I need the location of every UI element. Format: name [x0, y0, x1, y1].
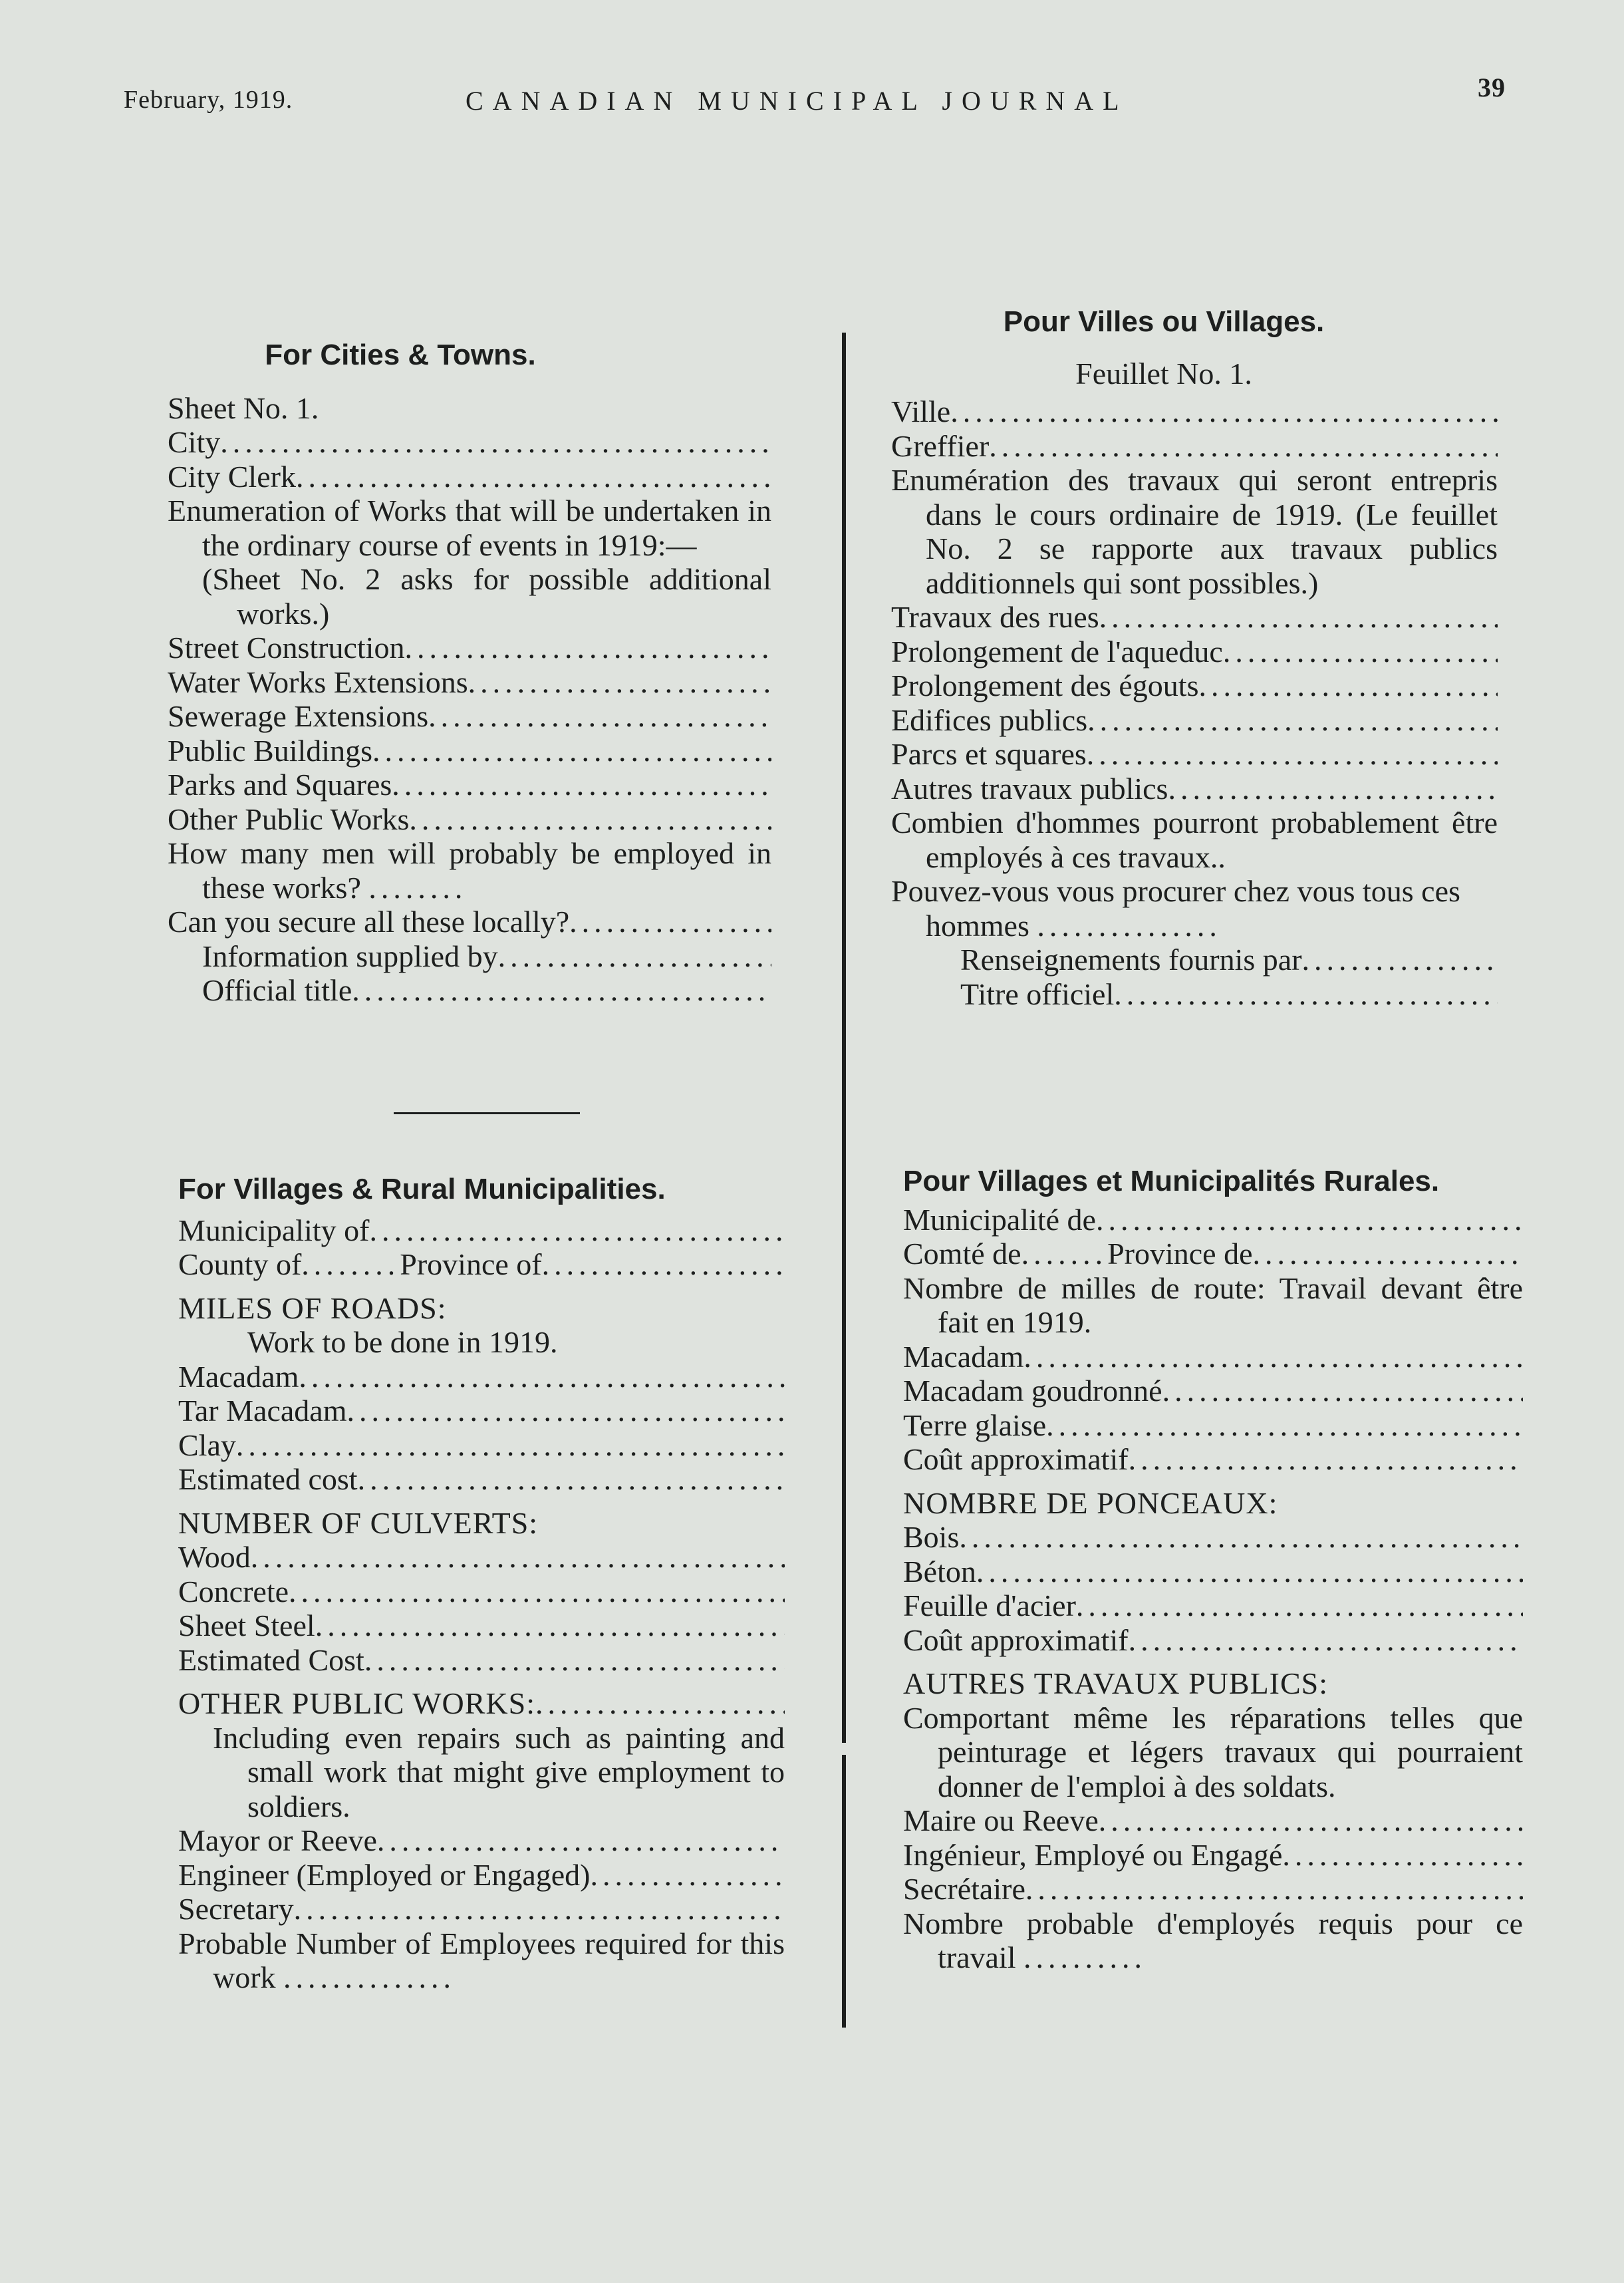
leader-dots: [236, 1428, 785, 1463]
cities-heading: For Cities & Towns.: [265, 339, 536, 371]
leader-dots: [976, 1555, 1523, 1589]
macadam-goudronne-label: Macadam goudronné: [903, 1374, 1162, 1408]
leader-dots: [358, 1462, 785, 1497]
culvert-cost-label: Estimated Cost: [178, 1642, 364, 1677]
leader-dots: [296, 460, 771, 494]
city-clerk-label: City Clerk: [168, 459, 296, 494]
comte-label: Comté de: [903, 1237, 1021, 1271]
other-works-heading: OTHER PUBLIC WORKS:: [178, 1686, 535, 1720]
titre-officiel-label: Titre officiel: [960, 977, 1115, 1011]
leader-dots: [1099, 600, 1498, 635]
miles-heading: MILES OF ROADS:: [178, 1291, 447, 1325]
official-title-field: [168, 973, 771, 1008]
tar-macadam-label: Tar Macadam: [178, 1394, 347, 1428]
leader-dots: [1199, 669, 1498, 703]
leader-dots: ...............: [1037, 908, 1222, 943]
men-question: [168, 836, 771, 905]
autres-travaux-note: Comportant même les réparations telles que peinturage et légers travaux qui pourraient donner de l'emploi à des soldats.: [903, 1700, 1523, 1803]
municipality-field: [178, 1213, 785, 1248]
header-journal-title: CANADIAN MUNICIPAL JOURNAL: [466, 86, 1129, 116]
villes-heading: Pour Villes ou Villages.: [1003, 305, 1325, 338]
maire-field: [903, 1803, 1523, 1838]
leader-dots: [377, 1823, 785, 1858]
ponceaux-heading: NOMBRE DE PONCEAUX:: [903, 1485, 1278, 1520]
ponceau-item: [903, 1520, 1523, 1555]
route-item: [903, 1442, 1523, 1477]
sheet-steel-label: Sheet Steel: [178, 1608, 315, 1642]
men-question-text: How many men will probably be employed in these works?: [168, 836, 771, 905]
ponceau-item: [903, 1589, 1523, 1623]
other-works-heading-row: [178, 1686, 785, 1721]
leader-dots: [1025, 1872, 1523, 1906]
ponceau-item: [903, 1623, 1523, 1658]
city-field: [168, 425, 771, 460]
leader-dots: [1099, 1803, 1523, 1838]
leader-dots: ........: [301, 1247, 400, 1281]
leader-dots: [392, 768, 771, 802]
city-clerk-field: [168, 460, 771, 494]
bois-label: Bois: [903, 1520, 960, 1554]
travaux-item: [891, 669, 1498, 703]
municipalite-label: Municipalité de: [903, 1202, 1096, 1237]
leader-dots: [251, 1540, 785, 1575]
leader-dots: ........: [368, 870, 468, 905]
leader-dots: ..: [1210, 839, 1226, 874]
ingenieur-field: [903, 1838, 1523, 1873]
parcs-label: Parcs et squares: [891, 737, 1087, 771]
leader-dots: [1168, 772, 1498, 806]
header-page-number: 39: [1478, 73, 1506, 102]
leader-dots: [1087, 703, 1498, 738]
villes-form: [891, 305, 1498, 1011]
leader-dots: [1096, 1203, 1523, 1237]
leader-dots: [294, 1892, 785, 1926]
leader-dots: [220, 425, 771, 460]
culverts-heading: NUMBER OF CULVERTS:: [178, 1505, 539, 1540]
travaux-item: [891, 600, 1498, 635]
leader-dots: .......: [1021, 1237, 1108, 1271]
cout-route-label: Coût approximatif: [903, 1442, 1129, 1476]
province-fr-label: Province de: [1107, 1237, 1253, 1271]
leader-dots: [289, 1575, 785, 1609]
official-title-label: Official title: [202, 973, 352, 1007]
travaux-item: [891, 635, 1498, 669]
rurales-form: [903, 1164, 1523, 1975]
egouts-label: Prolongement des égouts: [891, 669, 1199, 702]
leader-dots: [498, 939, 771, 974]
work-done-note: Work to be done in 1919.: [247, 1325, 558, 1359]
culvert-item: [178, 1608, 785, 1643]
clay-label: Clay: [178, 1428, 236, 1462]
road-item: [178, 1360, 785, 1394]
locally-label: Can you secure all these locally?: [168, 905, 570, 939]
leader-dots: [352, 973, 771, 1008]
aqueduc-label: Prolongement de l'aqueduc: [891, 634, 1223, 669]
secretary-label: Secretary: [178, 1892, 294, 1926]
leader-dots: [372, 734, 771, 768]
leader-dots: [1087, 737, 1498, 772]
sheet-line: [168, 391, 771, 426]
ville-field: [891, 394, 1498, 429]
county-label: County of: [178, 1247, 302, 1281]
column-divider-lower: [842, 1755, 846, 2028]
greffier-label: Greffier: [891, 428, 990, 463]
works-item: [168, 665, 771, 700]
mayor-field: [178, 1823, 785, 1858]
leader-dots: [1114, 977, 1498, 1012]
parks-label: Parks and Squares: [168, 768, 392, 802]
road-item: [178, 1394, 785, 1428]
other-works-label: Other Public Works: [168, 802, 410, 836]
leader-dots: [468, 665, 771, 700]
employees-label: Probable Number of Employees required for this work: [178, 1926, 785, 1994]
greffier-field: [891, 429, 1498, 464]
leader-dots: [1282, 1838, 1523, 1873]
beton-label: Béton: [903, 1554, 976, 1589]
works-item: [168, 768, 771, 802]
sewerage-label: Sewerage Extensions: [168, 699, 429, 733]
cities-form: [168, 338, 771, 1008]
travaux-item: [891, 737, 1498, 772]
secretaire-label: Secrétaire: [903, 1872, 1025, 1906]
enumeration-fr: Enumération des travaux qui seront entrepris dans le cours ordinaire de 1919. (Le feuillet No. 2 se rapporte aux travaux publics additionnels qui sont possibles.): [891, 463, 1498, 600]
leader-dots: [1302, 943, 1498, 977]
maire-label: Maire ou Reeve: [903, 1803, 1099, 1837]
locally-field: [168, 905, 771, 939]
city-label: City: [168, 425, 221, 459]
terre-glaise-label: Terre glaise: [903, 1408, 1047, 1442]
sheet2-note: (Sheet No. 2 asks for possible additional works.): [202, 562, 771, 631]
enumeration-text: Enumeration of Works that will be undertaken in the ordinary course of events in 1919:—: [168, 494, 771, 562]
cout-ponceau-label: Coût approximatif: [903, 1622, 1129, 1657]
employees-field: [178, 1926, 785, 1995]
leader-dots: [535, 1686, 785, 1721]
header-date: February, 1919.: [124, 86, 293, 114]
culvert-item: [178, 1575, 785, 1609]
autres-travaux-heading: AUTRES TRAVAUX PUBLICS:: [903, 1666, 1329, 1700]
employes-field: [903, 1906, 1523, 1975]
leader-dots: ..............: [283, 1960, 456, 1994]
engineer-label: Engineer (Employed or Engaged): [178, 1857, 591, 1892]
info-by-field: [168, 939, 771, 974]
leader-dots: [1076, 1589, 1523, 1623]
leader-dots: [1162, 1374, 1523, 1408]
road-item: [178, 1462, 785, 1497]
section-divider: [394, 1112, 580, 1114]
works-item: [168, 734, 771, 768]
leader-dots: [409, 802, 771, 837]
mayor-label: Mayor or Reeve: [178, 1823, 377, 1857]
street-construction-label: Street Construction: [168, 631, 405, 665]
works-item: [168, 802, 771, 837]
road-item: [178, 1428, 785, 1463]
sheet-label: Sheet No. 1.: [168, 390, 319, 425]
leader-dots: [369, 1213, 785, 1248]
secretary-field: [178, 1892, 785, 1926]
leader-dots: [364, 1643, 785, 1678]
leader-dots: [1129, 1442, 1523, 1477]
route-item: [903, 1374, 1523, 1408]
milles-text: Nombre de milles de route: Travail devant être fait en 1919.: [903, 1271, 1523, 1339]
leader-dots: [569, 905, 771, 939]
ponceau-item: [903, 1555, 1523, 1589]
route-item: [903, 1408, 1523, 1443]
works-item: [168, 699, 771, 734]
works-item: [168, 631, 771, 665]
leader-dots: [1223, 635, 1498, 669]
water-works-label: Water Works Extensions: [168, 665, 468, 699]
other-works-note: Including even repairs such as painting and small work that might give employment to soldiers.: [213, 1720, 785, 1823]
culvert-item: [178, 1540, 785, 1575]
comte-province-field: [903, 1237, 1523, 1271]
leader-dots: [1129, 1623, 1523, 1658]
men-question-fr: [891, 806, 1498, 874]
locally-fr: [891, 874, 1498, 943]
wood-label: Wood: [178, 1540, 251, 1574]
rurales-heading: Pour Villages et Municipalités Rurales.: [903, 1165, 1440, 1197]
municipality-label: Municipality of: [178, 1213, 370, 1247]
leader-dots: [346, 1394, 785, 1428]
leader-dots: [959, 1520, 1523, 1555]
ingenieur-label: Ingénieur, Employé ou Engagé: [903, 1837, 1283, 1872]
road-cost-label: Estimated cost: [178, 1462, 358, 1496]
leader-dots: [989, 429, 1498, 464]
leader-dots: [1023, 1340, 1523, 1374]
edifices-label: Edifices publics: [891, 702, 1088, 737]
concrete-label: Concrete: [178, 1574, 289, 1608]
province-label: Province of: [400, 1247, 542, 1281]
villages-heading: For Villages & Rural Municipalities.: [178, 1173, 666, 1205]
feuille-acier-label: Feuille d'acier: [903, 1589, 1076, 1622]
travaux-item: [891, 772, 1498, 806]
leader-dots: [404, 631, 771, 665]
leader-dots: [1253, 1237, 1523, 1271]
culvert-item: [178, 1643, 785, 1678]
travaux-item: [891, 703, 1498, 738]
leader-dots: [315, 1608, 785, 1643]
macadam-fr-label: Macadam: [903, 1339, 1024, 1374]
locally-fr-text: Pouvez-vous vous procurer chez vous tous ces hommes: [891, 874, 1460, 943]
route-item: [903, 1340, 1523, 1374]
engineer-field: [178, 1858, 785, 1893]
leader-dots: ..........: [1023, 1940, 1147, 1974]
info-by-fr-label: Renseignements fournis par: [960, 943, 1302, 977]
secretaire-field: [903, 1872, 1523, 1906]
leader-dots: [1046, 1408, 1523, 1443]
leader-dots: [428, 699, 771, 734]
ville-label: Ville: [891, 394, 951, 428]
municipalite-field: [903, 1203, 1523, 1237]
leader-dots: [542, 1247, 785, 1282]
men-question-fr-text: Combien d'hommes pourront probablement être employés à ces travaux: [891, 806, 1498, 874]
employes-label: Nombre probable d'employés requis pour ce travail: [903, 1906, 1523, 1974]
public-buildings-label: Public Buildings: [168, 733, 372, 768]
county-province-field: [178, 1247, 785, 1282]
travaux-rues-label: Travaux des rues: [891, 600, 1099, 634]
autres-travaux-label: Autres travaux publics: [891, 771, 1168, 806]
info-by-fr-field: [891, 943, 1498, 977]
feuillet-label: Feuillet No. 1.: [1075, 356, 1252, 390]
villages-form: [178, 1172, 785, 1995]
titre-officiel-field: [891, 977, 1498, 1012]
column-divider: [842, 333, 846, 1743]
leader-dots: [591, 1858, 785, 1893]
leader-dots: [299, 1360, 785, 1394]
macadam-label: Macadam: [178, 1359, 299, 1394]
info-by-label: Information supplied by: [202, 939, 498, 973]
leader-dots: [950, 394, 1498, 429]
